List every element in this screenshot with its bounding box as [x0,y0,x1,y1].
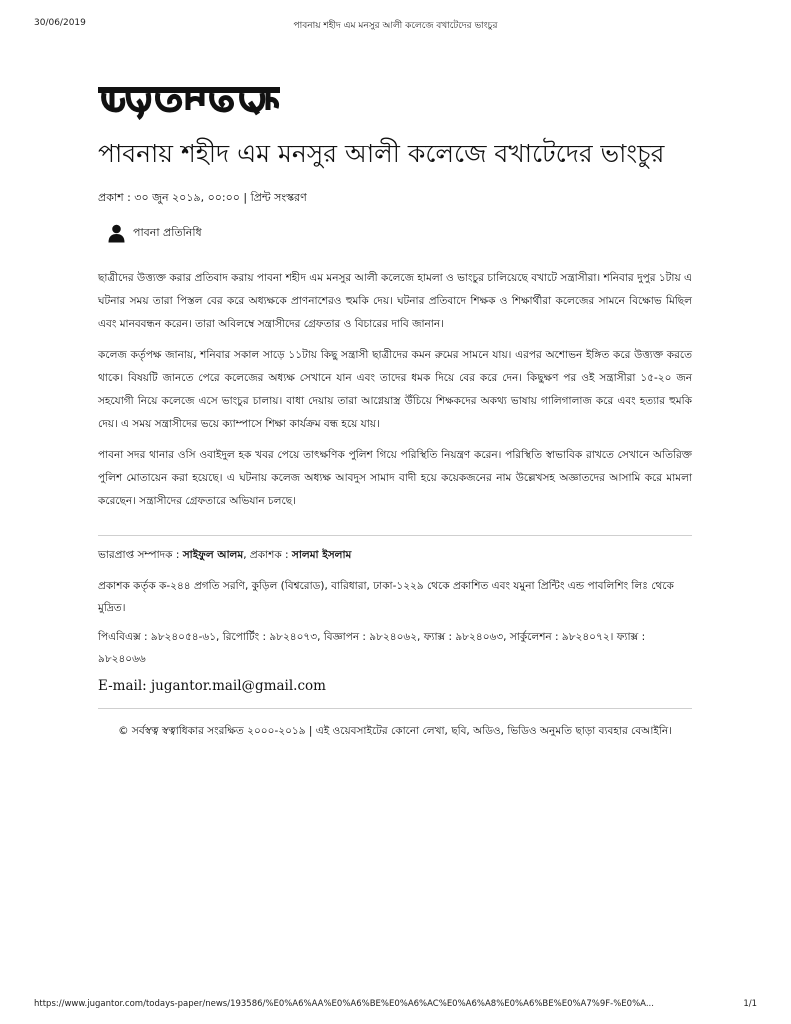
print-page-number: 1/1 [743,999,757,1009]
publisher-name: সালমা ইসলাম [291,549,352,561]
user-icon [108,224,125,243]
article-paragraph: ছাত্রীদের উত্ত্যক্ত করার প্রতিবাদ করায় পাবনা শহীদ এম মনসুর আলী কলেজে হামলা ও ভাংচুর চালিয়েছে বখাটে সন্ত্রাসীরা। শনিবার দুপুর ১টায় এ ঘটনার সময় তারা পিস্তল বের করে অধ্যক্ষকে প্রাণনাশেরও হুমকি দেয়। ঘটনার প্রতিবাদে শিক্ষক ও শিক্ষার্থীরা কলেজের সামনে বিক্ষোভ মিছিল এবং মানববন্ধন করেন। তারা অবিলম্বে সন্ত্রাসীদের গ্রেফতার ও বিচারের দাবি জানান। [98,272,692,330]
publisher-label: , প্রকাশক : [243,549,292,561]
article-paragraph: পাবনা সদর থানার ওসি ওবাইদুল হক খবর পেয়ে তাৎক্ষণিক পুলিশ গিয়ে পরিস্থিতি নিয়ন্ত্রণ করেন। পরিস্থিতি স্বাভাবিক রাখতে সেখানে অতিরিক্ত পুলিশ মোতায়েন করা হয়েছে। এ ঘটনায় কলেজ অধ্যক্ষ আবদুস সামাদ বাদী হয়ে কয়েকজনের নাম উল্লেখসহ অজ্ঞাতদের আসামি করে মামলা করেছেন। সন্ত্রাসীদের গ্রেফতারে অভিযান চলছে। [98,449,692,507]
contact-phones: পিএবিএক্স : ৯৮২৪০৫৪-৬১, রিপোর্টিং : ৯৮২৪০৭৩, বিজ্ঞাপন : ৯৮২৪০৬২, ফ্যাক্স : ৯৮২৪০৬৩, সার্কুলেশন : ৯৮২৪০৭২। ফ্যাক্স : ৯৮২৪০৬৬ [98,631,646,665]
publish-meta: প্রকাশ : ৩০ জুন ২০১৯, ০০:০০ | প্রিন্ট সংস্করণ [98,191,307,204]
author-byline [108,224,692,243]
contact-email: E-mail: jugantor.mail@gmail.com [98,678,326,694]
site-footer [98,536,692,695]
article [98,80,692,742]
editor-credits [98,546,692,564]
jugantor-logo [98,80,280,120]
author-name: পাবনা প্রতিনিধি [133,226,202,239]
print-date: 30/06/2019 [34,18,86,28]
publisher-address: প্রকাশক কর্তৃক ক-২৪৪ প্রগতি সরণি, কুড়িল (বিশ্বরোড), বারিধারা, ঢাকা-১২২৯ থেকে প্রকাশিত এবং যমুনা প্রিন্টিং এন্ড পাবলিশিং লিঃ থেকে মুদ্রিত। [98,580,674,614]
print-url: https://www.jugantor.com/todays-paper/news/193586/%E0%A6%AA%E0%A6%BE%E0%A6%AC%E0%A6%A8%E0%A6%BE%E0%A7%9F-%E0%A... [34,999,654,1009]
editor-name: সাইফুল আলম [182,549,244,561]
print-header [34,18,757,32]
editor-label: ভারপ্রাপ্ত সম্পাদক : [98,549,183,561]
print-page-title: পাবনায় শহীদ এম মনসুর আলী কলেজে বখাটেদের ভাংচুর [293,21,498,31]
copyright-notice: © সর্বস্বত্ব স্বত্বাধিকার সংরক্ষিত ২০০০-২০১৯ | এই ওয়েবসাইটের কোনো লেখা, ছবি, অডিও, ভিডিও অনুমতি ছাড়া ব্যবহার বেআইনি। [118,725,672,737]
print-footer [34,999,757,1011]
article-paragraph: কলেজ কর্তৃপক্ষ জানায়, শনিবার সকাল সাড়ে ১১টায় কিছু সন্ত্রাসী ছাত্রীদের কমন রুমের সামনে যায়। এরপর অশোভন ইঙ্গিত করে উত্ত্যক্ত করতে থাকে। বিষয়টি জানতে পেরে কলেজের অধ্যক্ষ সেখানে যান এবং তাদের ধমক দিয়ে বের করে দেন। কিছুক্ষণ পর ওই সন্ত্রাসীরা ১৫-২০ জন সহযোগী নিয়ে কলেজে এসে ভাংচুর চালায়। বাধা দেয়ায় তারা আগ্নেয়াস্ত্র উঁচিয়ে শিক্ষকদের অকথ্য ভাষায় গালিগালাজ করে এবং হত্যার হুমকি দেয়। এ সময় সন্ত্রাসীদের ভয়ে ক্যাম্পাসে শিক্ষা কার্যক্রম বন্ধ হয়ে যায়। [98,349,692,430]
headline: পাবনায় শহীদ এম মনসুর আলী কলেজে বখাটেদের ভাংচুর [98,139,665,168]
